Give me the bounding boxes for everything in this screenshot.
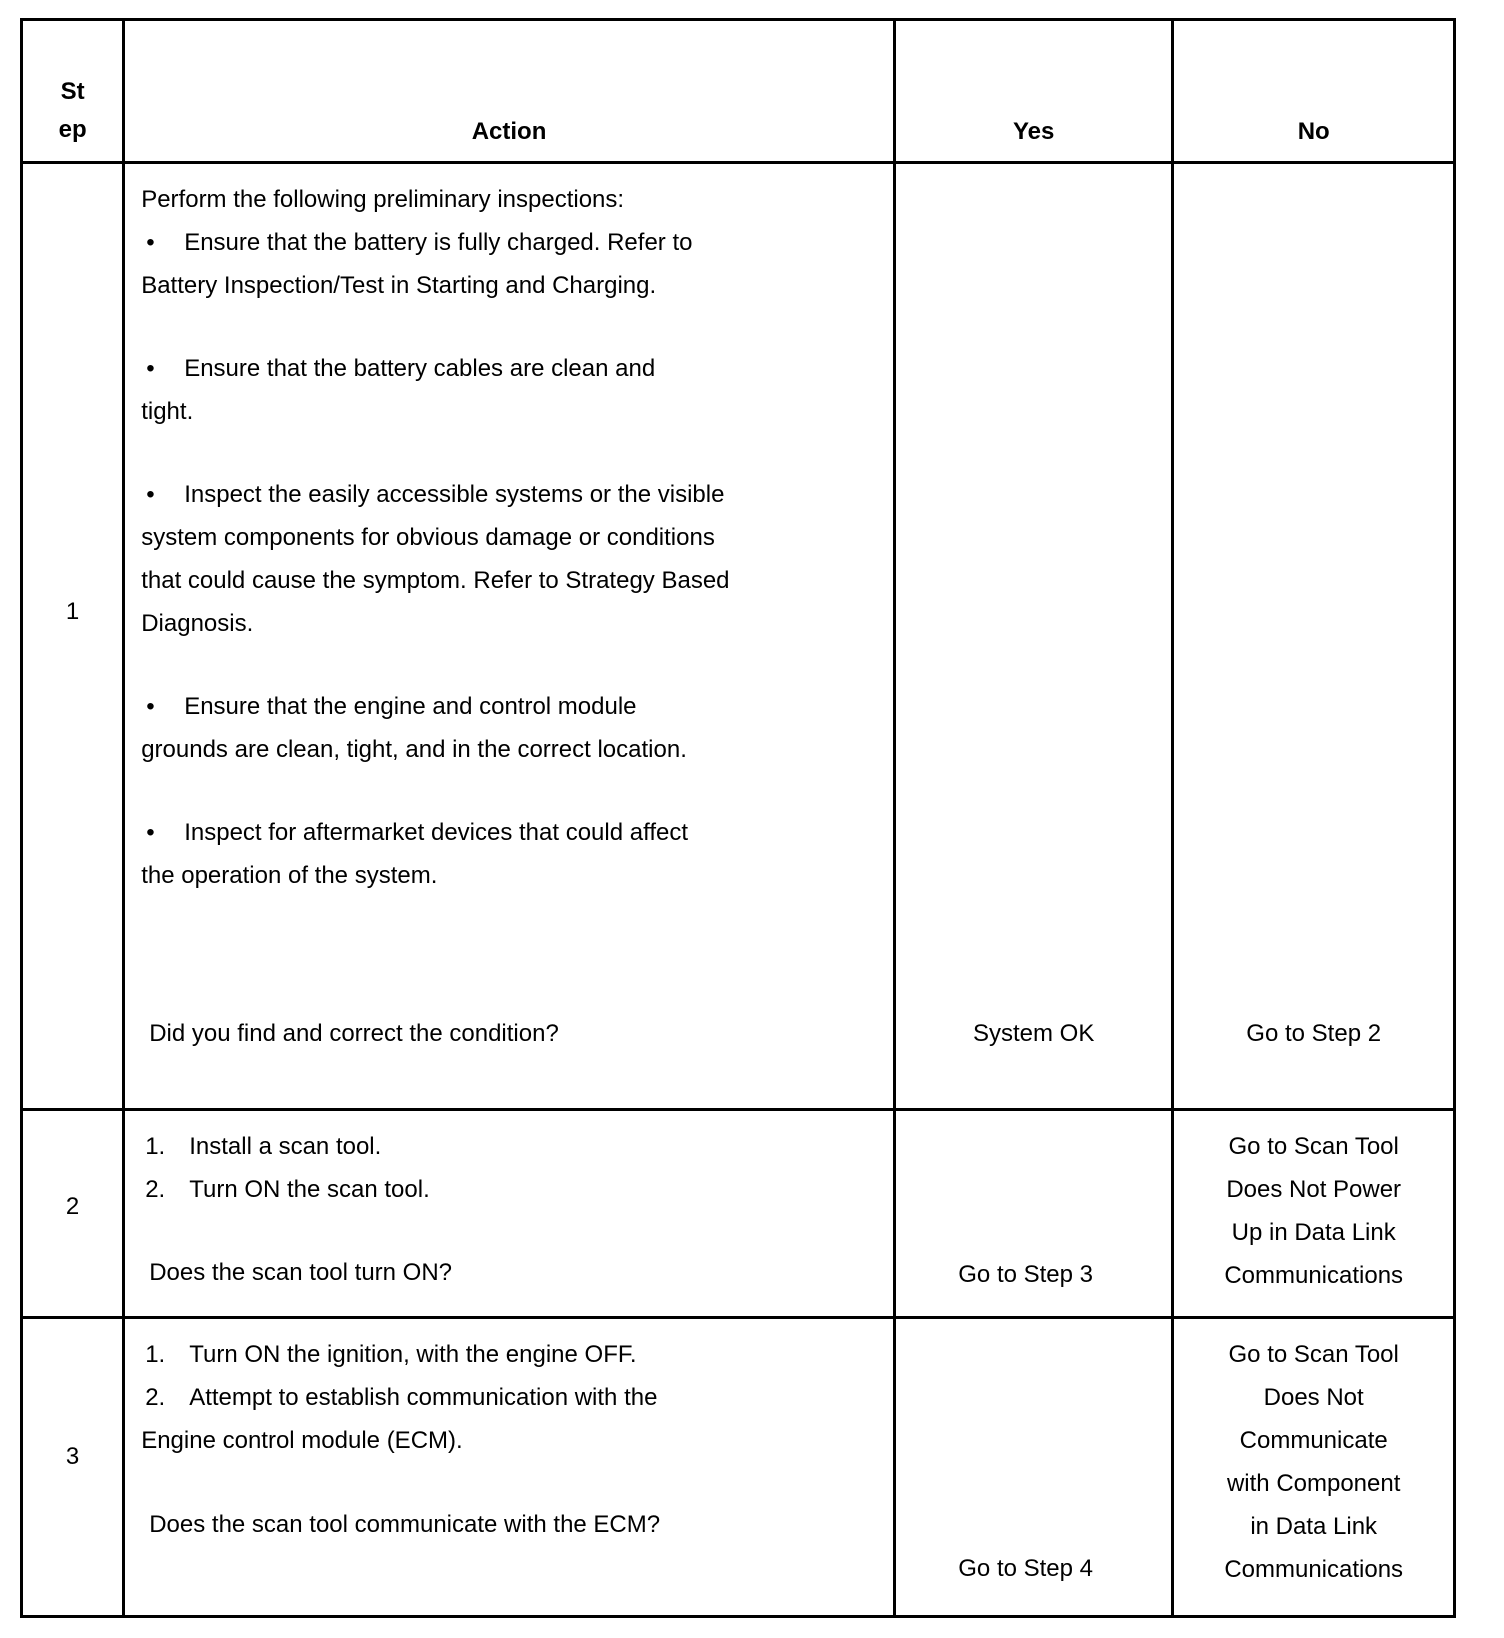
item-number: 1. bbox=[145, 1133, 166, 1161]
bullet-1-line-1: Ensure that the battery is fully charged. Refer to bbox=[184, 229, 693, 256]
yes-cell-1 bbox=[894, 163, 1172, 1110]
item-number: 2. bbox=[145, 1176, 166, 1204]
bullet-icon: • bbox=[146, 481, 155, 508]
numbered-item bbox=[143, 1125, 885, 1168]
item-text: Turn ON the ignition, with the engine OFF. bbox=[189, 1341, 637, 1369]
no-answer-3 bbox=[1174, 1333, 1453, 1591]
no-answer-line: Communicate bbox=[1239, 1427, 1388, 1455]
bullet-icon: • bbox=[146, 355, 155, 382]
no-answer-1: Go to Step 2 bbox=[1246, 1020, 1382, 1047]
bullet-5-line-1: Inspect for aftermarket devices that could affect bbox=[184, 819, 689, 846]
header-action bbox=[124, 20, 895, 163]
item-text: Install a scan tool. bbox=[189, 1133, 382, 1161]
no-answer-line: Communications bbox=[1224, 1556, 1404, 1584]
table-row-step-1 bbox=[22, 163, 1455, 1110]
bullet-item-2 bbox=[141, 347, 885, 390]
numbered-item bbox=[143, 1333, 885, 1376]
step-cell-1 bbox=[22, 163, 124, 1110]
no-answer-line: Up in Data Link bbox=[1231, 1219, 1396, 1247]
step-number-2: 2 bbox=[65, 1193, 80, 1221]
action-content-2 bbox=[143, 1125, 885, 1211]
bullet-icon: • bbox=[146, 693, 155, 720]
yes-answer-3: Go to Step 4 bbox=[958, 1555, 1094, 1583]
bullet-2-line-1: Ensure that the battery cables are clean and bbox=[184, 355, 656, 382]
item-number: 2. bbox=[145, 1384, 166, 1412]
bullet-item-1 bbox=[141, 221, 885, 264]
step-number-3: 3 bbox=[65, 1443, 80, 1471]
item-text: Attempt to establish communication with the bbox=[189, 1384, 658, 1412]
yes-answer-2: Go to Step 3 bbox=[958, 1261, 1094, 1289]
yes-cell-3 bbox=[894, 1318, 1172, 1617]
bullet-5-line-2: the operation of the system. bbox=[141, 862, 438, 889]
step-number-1: 1 bbox=[65, 598, 80, 625]
header-no-label: No bbox=[1297, 118, 1330, 145]
bullet-item-5 bbox=[141, 811, 885, 854]
table-row-step-3 bbox=[22, 1318, 1455, 1617]
step-cell-3 bbox=[22, 1318, 124, 1617]
no-answer-line: Go to Scan Tool bbox=[1228, 1133, 1399, 1161]
action-cell-2 bbox=[124, 1110, 895, 1318]
bullet-3-line-4: Diagnosis. bbox=[141, 610, 254, 637]
no-answer-line: with Component bbox=[1226, 1470, 1401, 1498]
action-content-3 bbox=[143, 1333, 885, 1462]
bullet-item-4 bbox=[141, 685, 885, 728]
header-action-label: Action bbox=[471, 118, 547, 145]
numbered-item bbox=[143, 1168, 885, 1211]
no-answer-line: Go to Scan Tool bbox=[1228, 1341, 1399, 1369]
action-intro: Perform the following preliminary inspections: bbox=[141, 186, 625, 213]
no-answer-line: Does Not bbox=[1263, 1384, 1364, 1412]
bullet-3-line-3: that could cause the symptom. Refer to Strategy Based bbox=[141, 567, 730, 594]
bullet-2-line-2: tight. bbox=[141, 398, 194, 425]
yes-cell-2 bbox=[894, 1110, 1172, 1318]
table-row-step-2 bbox=[22, 1110, 1455, 1318]
header-no bbox=[1173, 20, 1455, 163]
question-3: Does the scan tool communicate with the ECM? bbox=[149, 1511, 661, 1539]
action-cell-3 bbox=[124, 1318, 895, 1617]
header-yes bbox=[894, 20, 1172, 163]
bullet-4-line-1: Ensure that the engine and control module bbox=[184, 693, 637, 720]
no-answer-line: Communications bbox=[1224, 1262, 1404, 1290]
header-step-line2: ep bbox=[58, 116, 87, 143]
item-text: Turn ON the scan tool. bbox=[189, 1176, 430, 1204]
bullet-icon: • bbox=[146, 229, 155, 256]
no-cell-3 bbox=[1173, 1318, 1455, 1617]
bullet-1-line-2: Battery Inspection/Test in Starting and Charging. bbox=[141, 272, 657, 299]
yes-answer-1: System OK bbox=[972, 1020, 1095, 1047]
header-yes-label: Yes bbox=[1012, 118, 1055, 145]
header-row bbox=[22, 20, 1455, 163]
action-cell-1 bbox=[124, 163, 895, 1110]
header-step bbox=[22, 20, 124, 163]
no-cell-2 bbox=[1173, 1110, 1455, 1318]
item-number: 1. bbox=[145, 1341, 166, 1369]
no-answer-line: in Data Link bbox=[1250, 1513, 1378, 1541]
action-content-1 bbox=[141, 178, 885, 897]
question-2: Does the scan tool turn ON? bbox=[149, 1259, 453, 1287]
numbered-item bbox=[143, 1376, 885, 1419]
bullet-4-line-2: grounds are clean, tight, and in the correct location. bbox=[141, 736, 687, 763]
item-continuation: Engine control module (ECM). bbox=[141, 1427, 463, 1455]
no-answer-2 bbox=[1174, 1125, 1453, 1297]
question-1: Did you find and correct the condition? bbox=[149, 1020, 559, 1047]
bullet-item-3 bbox=[141, 473, 885, 516]
no-answer-line: Does Not Power bbox=[1226, 1176, 1402, 1204]
diagnostic-table bbox=[20, 18, 1456, 1618]
bullet-icon: • bbox=[146, 819, 155, 846]
bullet-3-line-1: Inspect the easily accessible systems or the visible bbox=[184, 481, 725, 508]
bullet-3-line-2: system components for obvious damage or conditions bbox=[141, 524, 715, 551]
header-step-line1: St bbox=[60, 78, 85, 105]
no-cell-1 bbox=[1173, 163, 1455, 1110]
step-cell-2 bbox=[22, 1110, 124, 1318]
